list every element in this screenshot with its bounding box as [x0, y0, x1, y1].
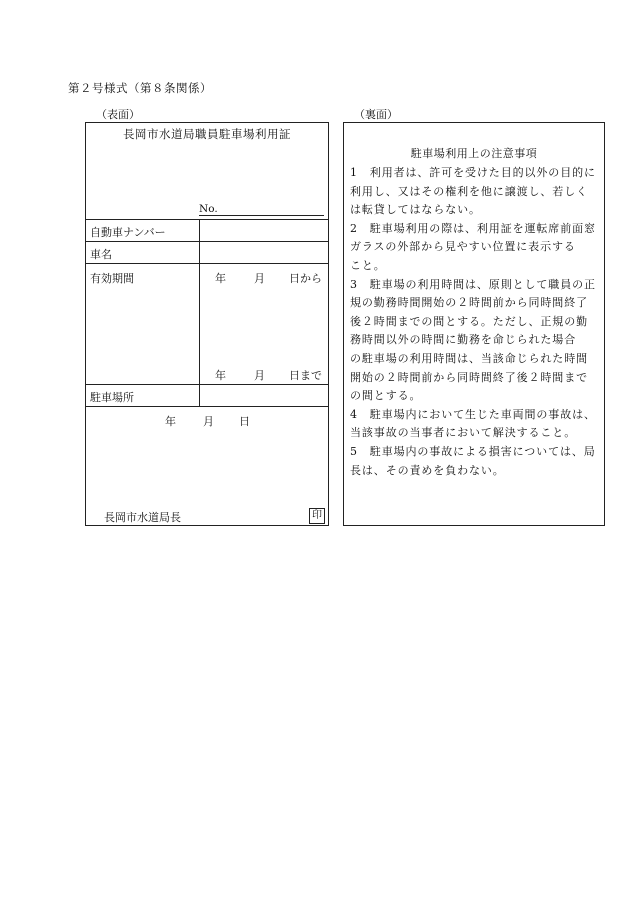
column-divider: [199, 219, 200, 406]
note-item: [350, 443, 604, 480]
notes-list: [350, 164, 604, 480]
form-number-header: 第２号様式（第８条関係）: [68, 81, 212, 95]
period-to-year: 年: [215, 369, 226, 382]
valid-period-label: 有効期間: [90, 272, 134, 285]
period-to-day: 日まで: [289, 369, 322, 382]
note-line: 長は、その責めを負わない。: [350, 463, 505, 477]
note-line: 後２時間までの間とする。ただし、正規の勤: [350, 314, 588, 328]
number-label: No.: [199, 203, 218, 215]
back-side-label: （裏面）: [354, 108, 398, 121]
note-line: 開始の２時間前から同時間終了後２時間まで: [350, 370, 588, 384]
row-divider: [86, 406, 328, 407]
note-line: 5 駐車場内の事故による損害については、局: [350, 444, 596, 458]
period-to-month: 月: [254, 369, 265, 382]
note-line: の駐車場の利用時間は、当該命じられた時間: [350, 351, 588, 365]
issuer-name: 長岡市水道局長: [104, 511, 181, 524]
period-from-day: 日から: [289, 272, 322, 285]
note-line: の間とする。: [350, 389, 422, 403]
note-line: 規の勤務時間開始の２時間前から同時間終了: [350, 296, 588, 310]
note-line: こと。: [350, 258, 386, 272]
issue-year: 年: [165, 415, 176, 428]
note-line: 1 利用者は、許可を受けた目的以外の目的に: [350, 166, 596, 179]
issue-day: 日: [239, 415, 250, 428]
seal-stamp: 印: [309, 508, 325, 524]
note-line: 4 駐車場内において生じた車両間の事故は、: [350, 407, 596, 421]
row-divider: [86, 241, 328, 242]
number-underline: [199, 215, 324, 216]
row-divider: [86, 219, 328, 220]
note-line: 務時間以外の時間に勤務を命じられた場合: [350, 333, 577, 347]
note-line: は転貸してはならない。: [350, 203, 481, 217]
car-name-label: 車名: [90, 248, 112, 261]
back-card: [343, 122, 605, 526]
note-line: 3 駐車場の利用時間は、原則として職員の正: [350, 277, 596, 291]
front-card: [85, 122, 329, 526]
period-from-month: 月: [254, 272, 265, 285]
period-from-year: 年: [215, 272, 226, 285]
row-divider: [86, 384, 328, 385]
notes-title: 駐車場利用上の注意事項: [410, 147, 538, 160]
parking-place-label: 駐車場所: [90, 391, 134, 404]
note-line: 利用し、又はその権利を他に譲渡し、若しく: [350, 184, 588, 198]
note-item: [350, 276, 604, 406]
card-title: 長岡市水道局職員駐車場利用証: [123, 127, 291, 141]
front-side-label: （表面）: [96, 108, 140, 121]
row-divider: [86, 263, 328, 264]
note-line: 当該事故の当事者において解決すること。: [350, 426, 577, 440]
note-line: 2 駐車場利用の際は、利用証を運転席前面窓: [350, 221, 596, 235]
car-number-label: 自動車ナンバー: [90, 226, 166, 239]
issue-month: 月: [203, 415, 214, 428]
note-item: [350, 406, 604, 443]
note-item: [350, 164, 604, 220]
note-item: [350, 220, 604, 276]
note-line: ガラスの外部から見やすい位置に表示する: [350, 240, 576, 254]
